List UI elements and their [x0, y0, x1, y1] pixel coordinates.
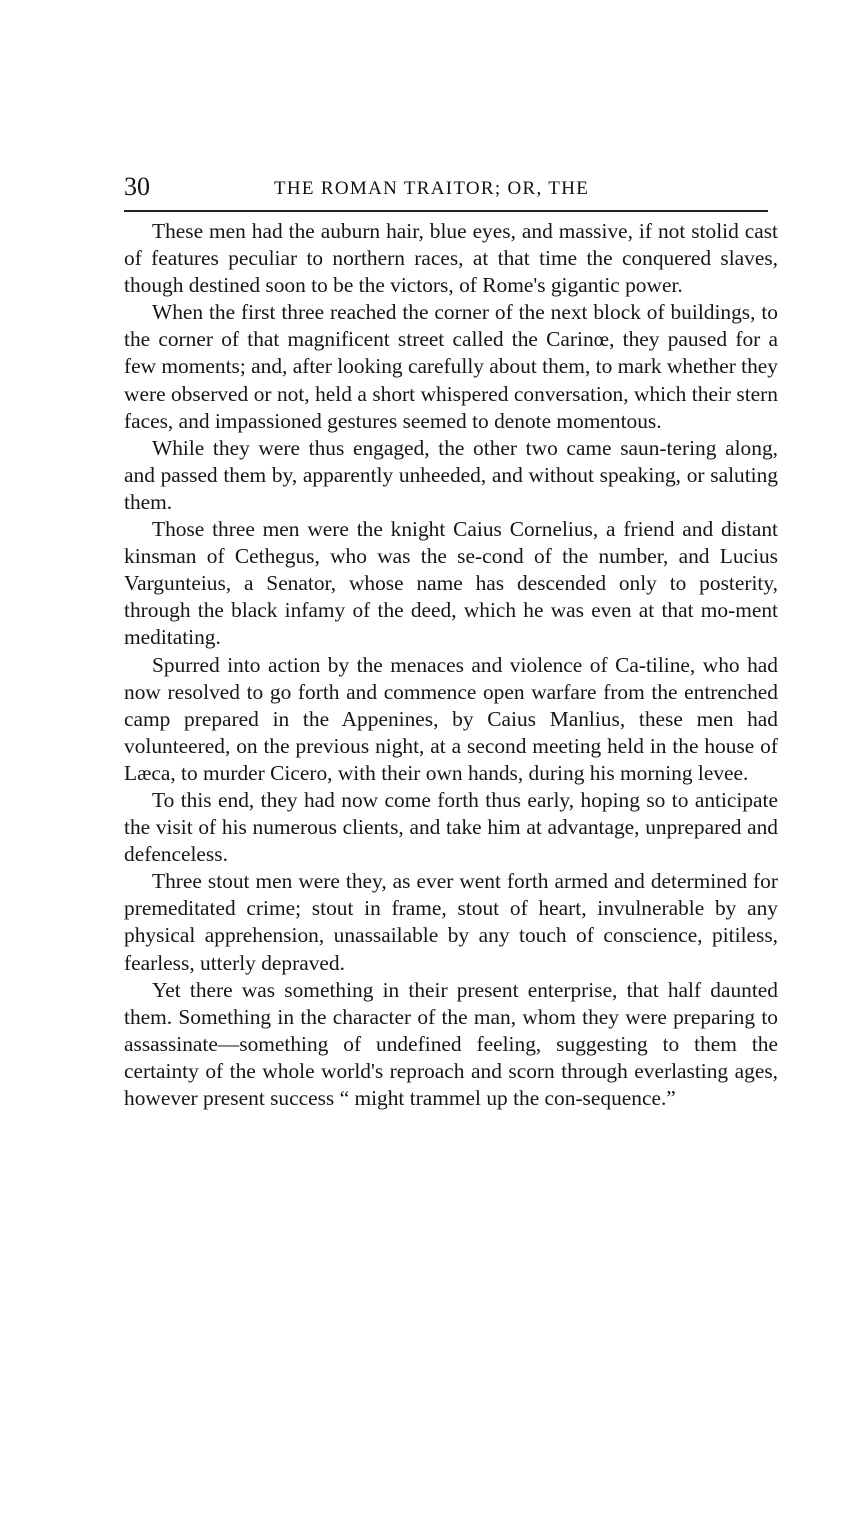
paragraph: These men had the auburn hair, blue eyes, and massive, if not stolid cast of features peculiar to northern races, at that time the conquered slaves, though destined soon to be the victors, of Rome's gigantic power. — [124, 219, 778, 298]
paragraph: Those three men were the knight Caius Cornelius, a friend and distant kinsman of Cethegus, who was the se-cond of the number, and Lucius Vargunteius, a Senator, whose name has descended only to posterity, through the black infamy of the deed, which he was even at that mo-ment meditating. — [124, 517, 778, 650]
paragraph: To this end, they had now come forth thus early, hoping so to anticipate the visit of his numerous clients, and take him at advantage, unprepared and defenceless. — [124, 787, 778, 867]
page-number: 30 — [124, 172, 150, 201]
body-text — [124, 218, 778, 1112]
paragraph: When the first three reached the corner of the next block of buildings, to the corner of that magnificent street called the Carinœ, they paused for a few moments; and, after looking carefully about them, to mark whether they were observed or not, held a short whispered conversation, which their stern faces, and impassioned gestures seemed to denote momentous. — [124, 300, 778, 433]
paragraph: Spurred into action by the menaces and violence of Ca-tiline, who had now resolved to go forth and commence open warfare from the entrenched camp prepared in the Appenines, by Caius Manlius, these men had volunteered, on the previous night, at a second meeting held in the house of Læca, to murder Cicero, with their own hands, during his morning levee. — [124, 652, 778, 785]
running-head — [124, 170, 772, 204]
header-rule — [124, 210, 768, 212]
paragraph: While they were thus engaged, the other two came saun-tering along, and passed them by, apparently unheeded, and without speaking, or saluting them. — [124, 435, 778, 514]
paragraph: Three stout men were they, as ever went forth armed and determined for premeditated crime; stout in frame, stout of heart, invulnerable by any physical apprehension, unassailable by any touch of conscience, pitiless, fearless, utterly depraved. — [124, 869, 778, 975]
running-title: THE ROMAN TRAITOR; OR, THE — [274, 178, 590, 199]
paragraph: Yet there was something in their present enterprise, that half daunted them. Something in the character of the man, whom they were preparing to assassinate—something of undefined feeling, suggesting to them the certainty of the whole world's reproach and scorn through everlasting ages, however present success “ might trammel up the con-sequence.” — [124, 977, 778, 1110]
